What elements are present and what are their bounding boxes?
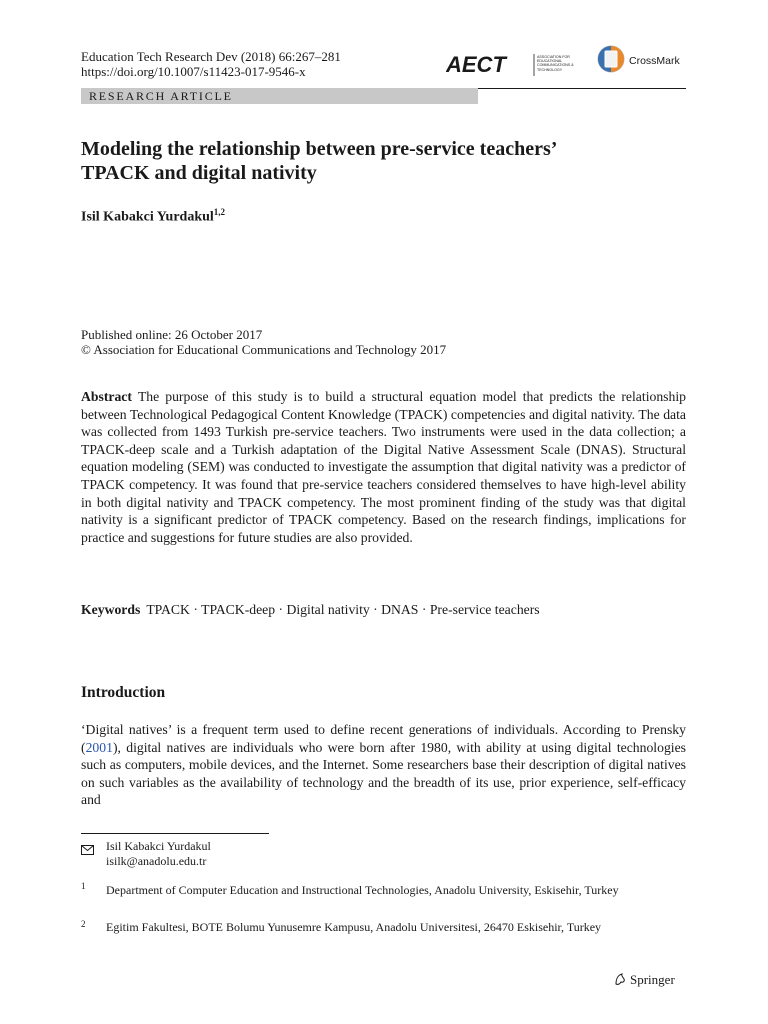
title-line-1: Modeling the relationship between pre-service teachers’ [81, 138, 558, 160]
crossmark-icon [598, 46, 624, 72]
crossmark-badge[interactable] [596, 43, 696, 82]
journal-citation: Education Tech Research Dev (2018) 66:267–281 [81, 49, 341, 64]
keywords [81, 601, 686, 619]
published-date: Published online: 26 October 2017 [81, 327, 263, 342]
abstract [81, 388, 686, 546]
affiliation-2-number: 2 [81, 919, 86, 929]
copyright-line: © Association for Educational Communications and Technology 2017 [81, 342, 447, 357]
keywords-label: Keywords [81, 602, 141, 617]
abstract-text: The purpose of this study is to build a structural equation model that predicts the relationship between Technological Pedagogical Content Knowledge (TPACK) competencies and digital nativity. The data was collected from 1493 Turkish pre-service teachers. Two instruments were used in the data collection; a TPACK-deep scale and a Turkish adaptation of the Digital Native Assessment Scale (DNAS). Structural equation modeling (SEM) was conducted to investigate the assumption that digital nativity was a predictor of TPACK competency. It was found that pre-service teachers considered themselves to have high-level ability in both digital nativity and TPACK competency. The most prominent finding of the study was that digital nativity is a significant predictor of TPACK competency. Based on the research findings, implications for practice and suggestions for future studies are also provided. [81, 389, 686, 545]
section-label: RESEARCH ARTICLE [81, 88, 478, 104]
crossmark-label: CrossMark [629, 55, 680, 67]
doi-link[interactable]: https://doi.org/10.1007/s11423-017-9546-x [81, 64, 306, 79]
introduction-text-b: ), digital natives are individuals who were born after 1980, with ability at using digital technologies such as computers, mobile devices, and the Internet. Some researchers base their description of digital natives on such variables as the availability of technology and the breadth of its use, prior experience, self-efficacy and [81, 739, 686, 808]
contact-name: Isil Kabakci Yurdakul [106, 839, 211, 853]
affiliation-2: Egitim Fakultesi, BOTE Bolumu Yunusemre Kampusu, Anadolu Universitesi, 26470 Eskisehir, Turkey [106, 920, 602, 934]
springer-label: Springer [630, 972, 675, 987]
affiliation-1-number: 1 [81, 881, 86, 891]
envelope-icon [81, 842, 94, 860]
aect-logo [446, 52, 586, 83]
introduction-text-a: ‘Digital natives’ is a frequent term used to define recent generations of individuals. According to Prensky ( [81, 722, 686, 755]
aect-tagline: ASSOCIATION FOR EDUCATIONAL COMMUNICATIONS & TECHNOLOGY [537, 55, 574, 72]
contact-email[interactable]: isilk@anadolu.edu.tr [106, 854, 207, 868]
introduction-text [81, 721, 686, 809]
title-line-2: TPACK and digital nativity [81, 162, 317, 184]
keywords-text: TPACK · TPACK-deep · Digital nativity · DNAS · Pre-service teachers [146, 602, 540, 617]
springer-logo [613, 972, 675, 988]
header-rule [478, 88, 686, 89]
introduction-heading: Introduction [81, 684, 166, 701]
citation-link[interactable]: 2001 [85, 739, 113, 755]
article-title [81, 137, 681, 185]
footnote-rule [81, 833, 269, 834]
abstract-label: Abstract [81, 389, 132, 404]
aect-logo-text: AECT [446, 52, 506, 77]
author-affiliation-marks: 1,2 [213, 207, 226, 217]
springer-horse-icon [613, 972, 627, 986]
author-name: Isil Kabakci Yurdakul [81, 209, 214, 225]
affiliation-1: Department of Computer Education and Instructional Technologies, Anadolu University, Eskisehir, Turkey [106, 883, 619, 897]
author[interactable] [81, 207, 225, 226]
